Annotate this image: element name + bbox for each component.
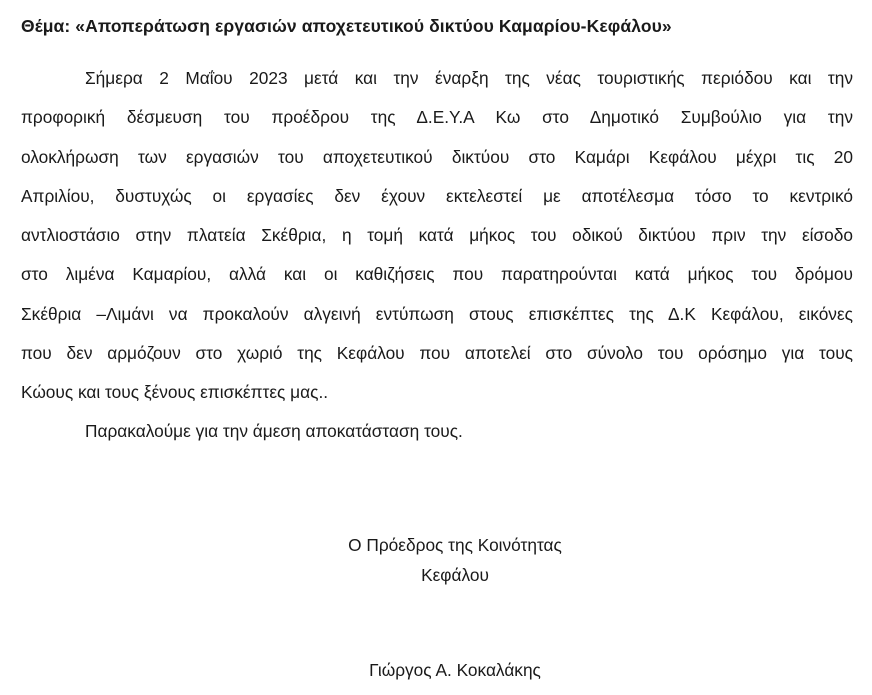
paragraph-line: Κώους και τους ξένους επισκέπτες μας.. — [21, 382, 329, 403]
paragraph-line: ολοκλήρωση των εργασιών του αποχετευτικού δικτύου στο Καμάρι Κεφάλου μέχρι τις 20 — [21, 146, 853, 167]
paragraph-line: Απριλίου, δυστυχώς οι εργασίες δεν έχουν εκτελεστεί με αποτέλεσμα τόσο το κεντρικό — [21, 185, 853, 206]
paragraph-line: που δεν αρμόζουν στο χωριό της Κεφάλου που αποτελεί στο σύνολο του ορόσημο για τους — [21, 343, 853, 364]
main-paragraph — [21, 64, 853, 418]
paragraph-line: στο λιμένα Καμαρίου, αλλά και οι καθιζήσεις που παρατηρούνται κατά μήκος του δρόμου — [21, 264, 853, 285]
signature-place: Κεφάλου — [421, 565, 489, 585]
subject-heading: Θέμα: «Αποπεράτωση εργασιών αποχετευτικού δικτύου Καμαρίου-Κεφάλου» — [21, 16, 672, 36]
closing-request: Παρακαλούμε για την άμεση αποκατάσταση τους. — [85, 421, 463, 441]
signature-title: Ο Πρόεδρος της Κοινότητας — [348, 535, 562, 555]
paragraph-line: αντλιοστάσιο στην πλατεία Σκέθρια, η τομή κατά μήκος του οδικού δικτύου πριν την είσοδο — [21, 225, 853, 246]
paragraph-line: Σκέθρια –Λιμάνι να προκαλούν αλγεινή εντύπωση στους επισκέπτες της Δ.Κ Κεφάλου, εικόνες — [21, 303, 853, 324]
paragraph-line: προφορική δέσμευση του προέδρου της Δ.Ε.Υ.Α Κω στο Δημοτικό Συμβούλιο για την — [21, 107, 853, 128]
paragraph-line: Σήμερα 2 Μαΐου 2023 μετά και την έναρξη της νέας τουριστικής περιόδου και την — [85, 68, 853, 88]
signature-name: Γιώργος Α. Κοκαλάκης — [369, 660, 541, 680]
